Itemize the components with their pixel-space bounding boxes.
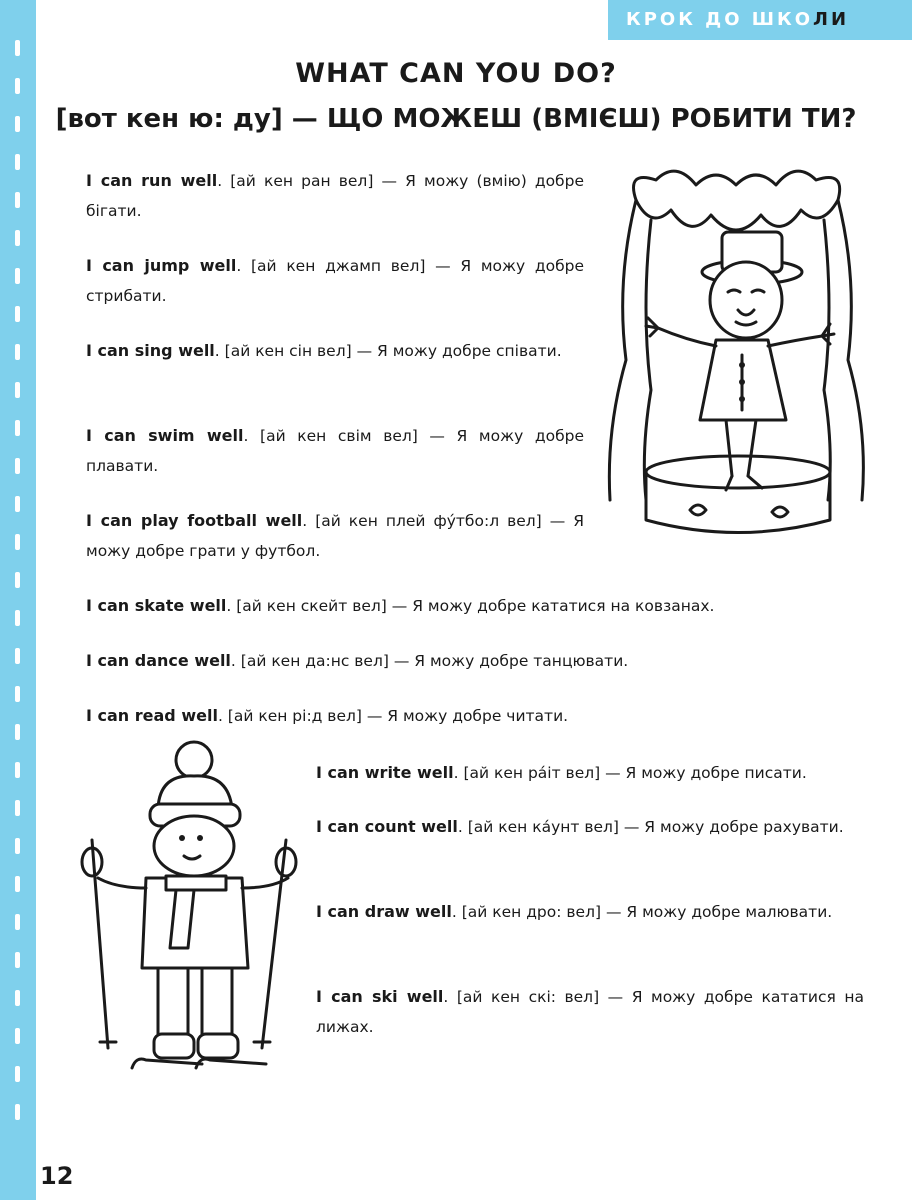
strip-dash (15, 1066, 20, 1082)
page-title: WHAT CAN YOU DO? (295, 58, 617, 89)
entry-ski: I can ski well. [ай кен скі: вел] — Я можу добре кататися на лижах. (316, 987, 864, 1036)
strip-dash (15, 762, 20, 778)
entry-dance: I can dance well. [ай кен да:нс вел] — Я можу добре танцювати. (86, 651, 629, 670)
strip-dash (15, 40, 20, 56)
strip-dash (15, 1028, 20, 1044)
entry-jump: I can jump well. [ай кен джамп вел] — Я можу добре стрибати. (86, 256, 585, 305)
strip-dash (15, 382, 20, 398)
strip-dash (15, 914, 20, 930)
strip-dash (15, 648, 20, 664)
entry-football: I can play football well. [ай кен плей фу́тбо:л вел] — Я можу добре грати у футбол. (86, 511, 584, 560)
strip-dash (15, 534, 20, 550)
strip-dash (15, 496, 20, 512)
stage-performer-illustration (596, 160, 878, 540)
side-strip (0, 0, 36, 1200)
entry-count: I can count well. [ай кен ка́унт вел] — Я можу добре рахувати. (316, 817, 844, 836)
skier-illustration (76, 738, 304, 1108)
entry-sing: I can sing well. [ай кен сін вел] — Я можу добре співати. (86, 341, 562, 360)
entry-run: I can run well. [ай кен ран вел] — Я можу (вмію) добре бігати. (86, 171, 584, 220)
entry-swim: I can swim well. [ай кен свім вел] — Я можу добре плавати. (86, 426, 584, 475)
entry-draw: I can draw well. [ай кен дро: вел] — Я можу добре малювати. (316, 902, 833, 921)
strip-dash (15, 268, 20, 284)
strip-dash (15, 724, 20, 740)
strip-dash (15, 154, 20, 170)
entry-write: I can write well. [ай кен ра́іт вел] — Я можу добре писати. (316, 763, 807, 782)
page-subtitle: [вот кен ю: ду] — ЩО МОЖЕШ (ВМІЄШ) РОБИТИ ТИ? (55, 104, 857, 134)
strip-dash (15, 192, 20, 208)
strip-dash (15, 572, 20, 588)
strip-dash (15, 838, 20, 854)
header-label: КРОК ДО ШКОЛИ (626, 9, 850, 30)
strip-dash (15, 800, 20, 816)
strip-dash (15, 876, 20, 892)
strip-dash (15, 990, 20, 1006)
strip-dash (15, 1104, 20, 1120)
strip-dash (15, 686, 20, 702)
strip-dash (15, 420, 20, 436)
strip-dash (15, 458, 20, 474)
strip-dash (15, 952, 20, 968)
strip-dash (15, 610, 20, 626)
entry-read: I can read well. [ай кен рі:д вел] — Я можу добре читати. (86, 706, 569, 725)
strip-dash (15, 230, 20, 246)
strip-dash (15, 344, 20, 360)
page-number: 12 (40, 1162, 74, 1190)
strip-dash (15, 306, 20, 322)
entry-skate: I can skate well. [ай кен скейт вел] — Я можу добре кататися на ковзанах. (86, 596, 715, 615)
